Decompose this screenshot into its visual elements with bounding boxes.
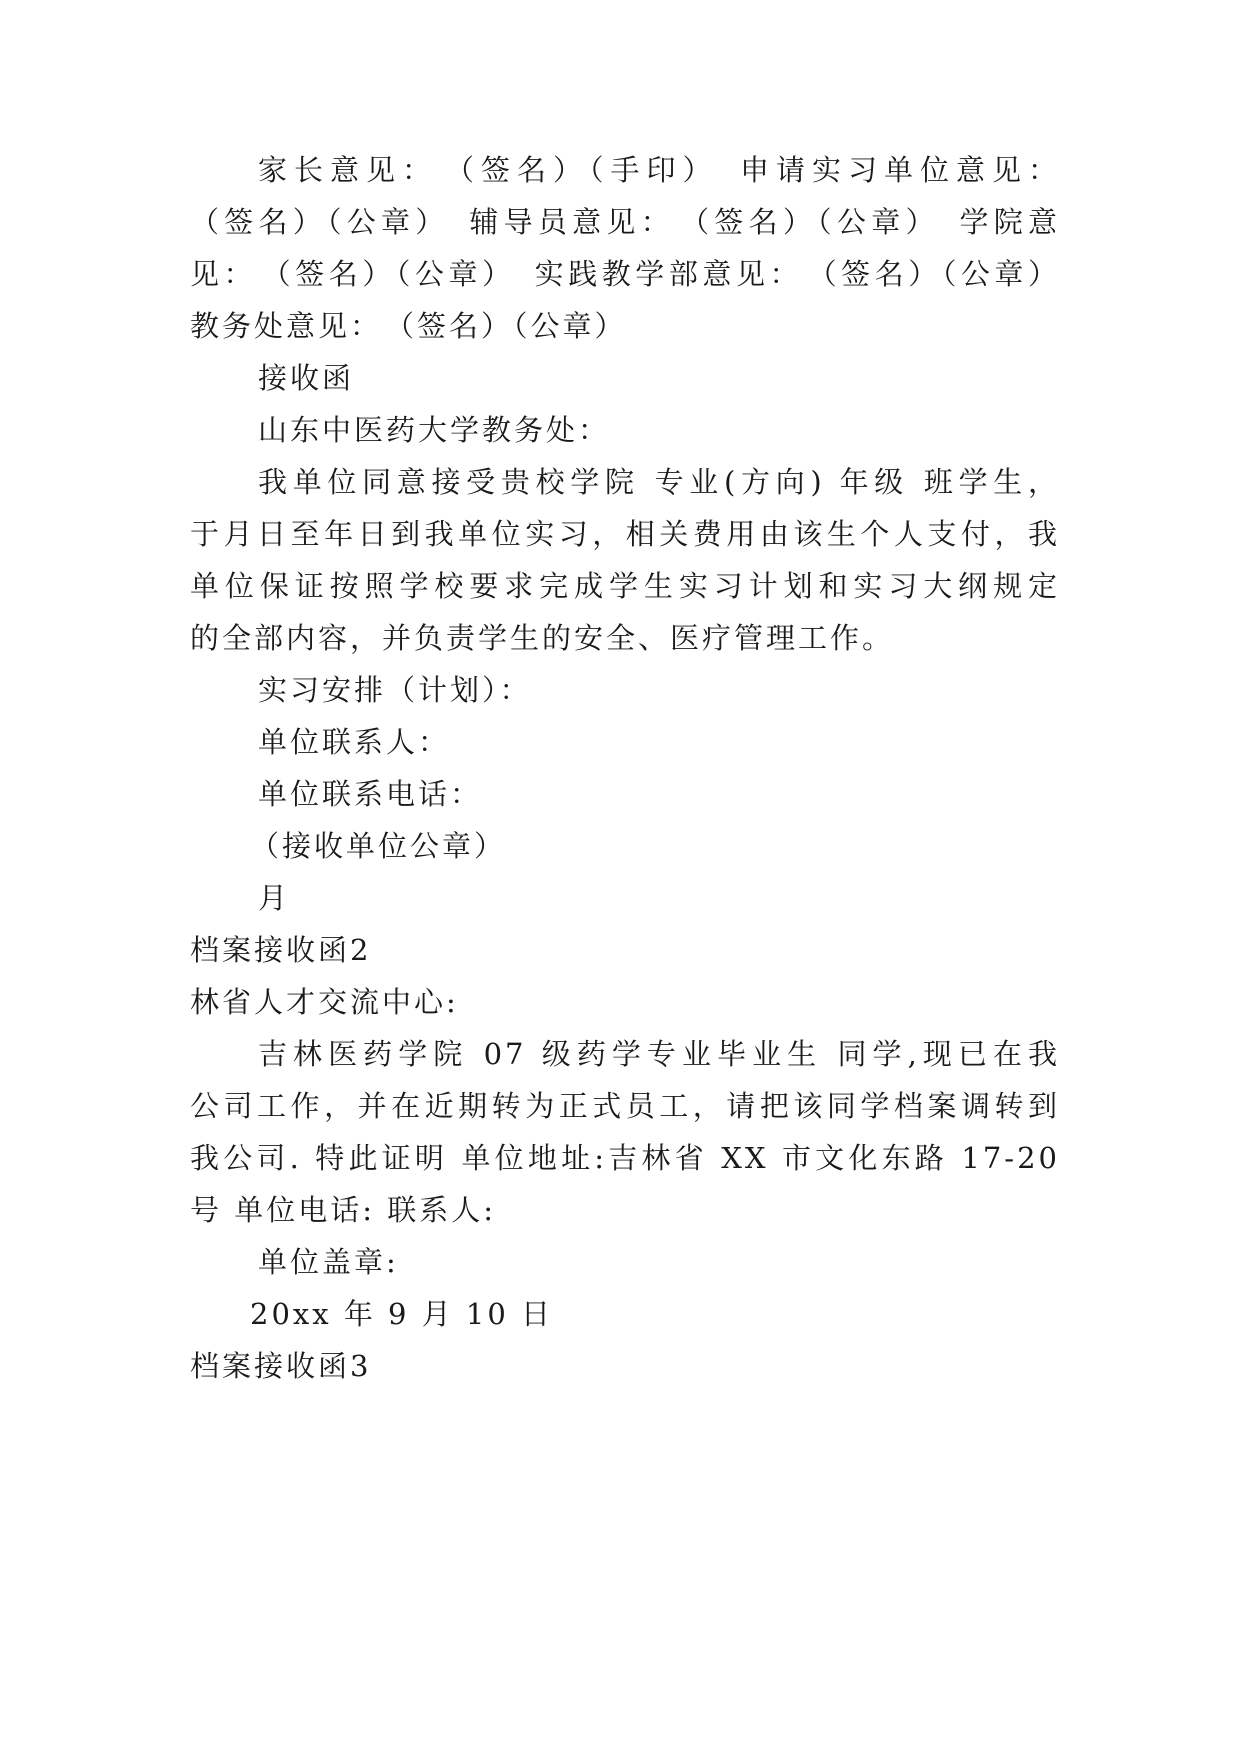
body-line-1: 我单位同意接受贵校学院 专业(方向) 年级 班学生， <box>258 465 1060 499</box>
opinion-line-3: 见： （签名）（公章） 实践教学部意见： （签名）（公章） <box>190 257 1060 291</box>
unit-seal-label: （接收单位公章） <box>250 829 507 863</box>
month-label: 月 <box>258 881 291 915</box>
section-title-acceptance-letter: 接收函 <box>258 361 355 395</box>
body2-line-2: 公司工作，并在近期转为正式员工，请把该同学档案调转到 <box>190 1089 1060 1123</box>
addressee: 山东中医药大学教务处： <box>258 413 611 447</box>
unit-stamp-label: 单位盖章: <box>258 1245 399 1279</box>
body2-line-4: 号 单位电话: 联系人: <box>190 1193 496 1227</box>
opinion-line-2: （签名）（公章） 辅导员意见： （签名）（公章） 学院意 <box>190 205 1060 239</box>
internship-plan-label: 实习安排（计划）： <box>258 673 532 707</box>
body-line-4: 的全部内容，并负责学生的安全、医疗管理工作。 <box>190 621 895 655</box>
body2-line-1: 吉林医药学院 07 级药学专业毕业生 同学,现已在我 <box>258 1037 1060 1071</box>
addressee-2: 林省人才交流中心: <box>190 985 459 1019</box>
section-title-archive-letter-3: 档案接收函3 <box>190 1349 372 1383</box>
opinion-line-1: 家长意见： （签名）（手印） 申请实习单位意见： <box>258 153 1060 187</box>
section-title-archive-letter-2: 档案接收函2 <box>190 933 372 967</box>
date-line: 20xx 年 9 月 10 日 <box>250 1297 554 1331</box>
body-line-2: 于月日至年日到我单位实习，相关费用由该生个人支付，我 <box>190 517 1060 551</box>
contact-person-label: 单位联系人： <box>258 725 451 759</box>
opinion-line-4: 教务处意见： （签名）（公章） <box>190 309 627 343</box>
body2-line-3: 我公司. 特此证明 单位地址:吉林省 XX 市文化东路 17-20 <box>190 1141 1060 1175</box>
contact-phone-label: 单位联系电话： <box>258 777 483 811</box>
body-line-3: 单位保证按照学校要求完成学生实习计划和实习大纲规定 <box>190 569 1060 603</box>
